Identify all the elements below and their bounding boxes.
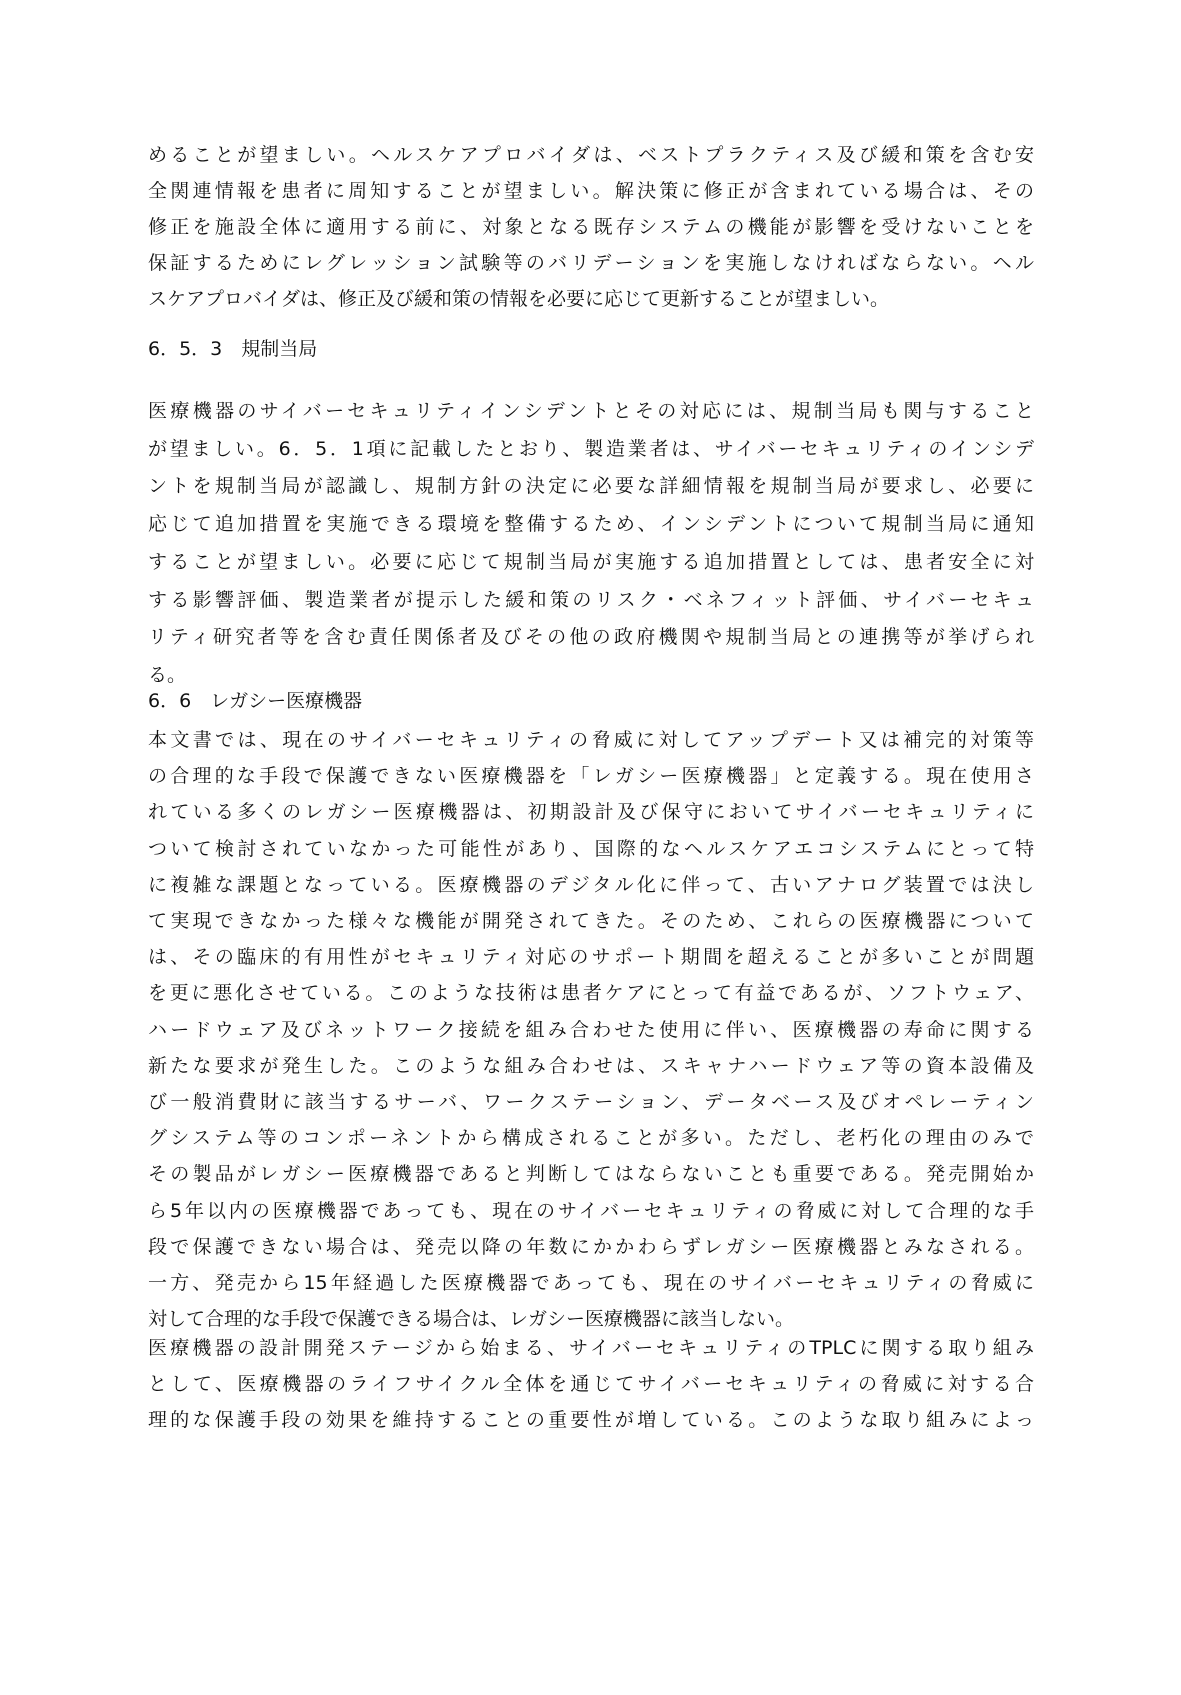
paragraph-line: ントを規制当局が認識し、規制方針の決定に必要な詳細情報を規制当局が要求し、必要に: [148, 475, 1034, 498]
paragraph-line: が望ましい。6．5．1項に記載したとおり、製造業者は、サイバーセキュリティのインシデ: [148, 437, 1034, 460]
paragraph-line: び一般消費財に該当するサーバ、ワークステーション、データベース及びオペレーティン: [148, 1091, 1034, 1113]
paragraph-line: れている多くのレガシー医療機器は、初期設計及び保守においてサイバーセキュリティに: [148, 801, 1034, 824]
paragraph-line: 医療機器のサイバーセキュリティインシデントとその対応には、規制当局も関与すること: [148, 400, 1034, 422]
paragraph-line: 対して合理的な手段で保護できる場合は、レガシー医療機器に該当しない。: [148, 1308, 795, 1331]
section-heading: 6．5．3 規制当局: [148, 338, 318, 360]
paragraph-line: は、その臨床的有用性がセキュリティ対応のサポート期間を超えることが多いことが問題: [148, 946, 1034, 969]
paragraph-line: 理的な保護手段の効果を維持することの重要性が増している。このような取り組みによっ: [148, 1409, 1034, 1431]
paragraph-line: 修正を施設全体に適用する前に、対象となる既存システムの機能が影響を受けないことを: [148, 216, 1034, 238]
paragraph-line: その製品がレガシー医療機器であると判断してはならないことも重要である。発売開始か: [148, 1163, 1034, 1186]
paragraph-line: 全関連情報を患者に周知することが望ましい。解決策に修正が含まれている場合は、その: [148, 180, 1034, 202]
paragraph-line: 医療機器の設計開発ステージから始まる、サイバーセキュリティのTPLCに関する取り組み: [148, 1337, 1034, 1359]
paragraph-line: 段で保護できない場合は、発売以降の年数にかかわらずレガシー医療機器とみなされる。: [148, 1235, 1034, 1258]
paragraph-line: 保証するためにレグレッション試験等のバリデーションを実施しなければならない。ヘル: [148, 252, 1034, 274]
paragraph-line: グシステム等のコンポーネントから構成されることが多い。ただし、老朽化の理由のみで: [148, 1127, 1034, 1150]
paragraph-line: に複雑な課題となっている。医療機器のデジタル化に伴って、古いアナログ装置では決し: [148, 873, 1034, 896]
paragraph-line: リティ研究者等を含む責任関係者及びその他の政府機関や規制当局との連携等が挙げられ: [148, 626, 1034, 649]
paragraph-line: めることが望ましい。ヘルスケアプロバイダは、ベストプラクティス及び緩和策を含む安: [148, 144, 1034, 166]
paragraph-line: る。: [148, 663, 187, 686]
paragraph-line: 本文書では、現在のサイバーセキュリティの脅威に対してアップデート又は補完的対策等: [148, 729, 1034, 751]
paragraph-line: ハードウェア及びネットワーク接続を組み合わせた使用に伴い、医療機器の寿命に関する: [148, 1018, 1034, 1041]
paragraph-line: を更に悪化させている。このような技術は患者ケアにとって有益であるが、ソフトウェア、: [148, 982, 1034, 1005]
paragraph-line: することが望ましい。必要に応じて規制当局が実施する追加措置としては、患者安全に対: [148, 550, 1034, 573]
paragraph-line: ついて検討されていなかった可能性があり、国際的なヘルスケアエコシステムにとって特: [148, 837, 1034, 860]
paragraph-line: ら5年以内の医療機器であっても、現在のサイバーセキュリティの脅威に対して合理的な手: [148, 1199, 1034, 1222]
paragraph-line: として、医療機器のライフサイクル全体を通じてサイバーセキュリティの脅威に対する合: [148, 1373, 1034, 1395]
paragraph-line: 新たな要求が発生した。このような組み合わせは、スキャナハードウェア等の資本設備及: [148, 1054, 1034, 1077]
paragraph-line: する影響評価、製造業者が提示した緩和策のリスク・ベネフィット評価、サイバーセキュ: [148, 588, 1034, 611]
section-heading: 6．6 レガシー医療機器: [148, 690, 363, 712]
paragraph-line: 応じて追加措置を実施できる環境を整備するため、インシデントについて規制当局に通知: [148, 513, 1034, 536]
paragraph-line: スケアプロバイダは、修正及び緩和策の情報を必要に応じて更新することが望ましい。: [148, 288, 890, 310]
paragraph-line: 一方、発売から15年経過した医療機器であっても、現在のサイバーセキュリティの脅威に: [148, 1272, 1034, 1294]
paragraph-line: て実現できなかった様々な機能が開発されてきた。そのため、これらの医療機器について: [148, 910, 1034, 932]
paragraph-line: の合理的な手段で保護できない医療機器を「レガシー医療機器」と定義する。現在使用さ: [148, 765, 1034, 788]
